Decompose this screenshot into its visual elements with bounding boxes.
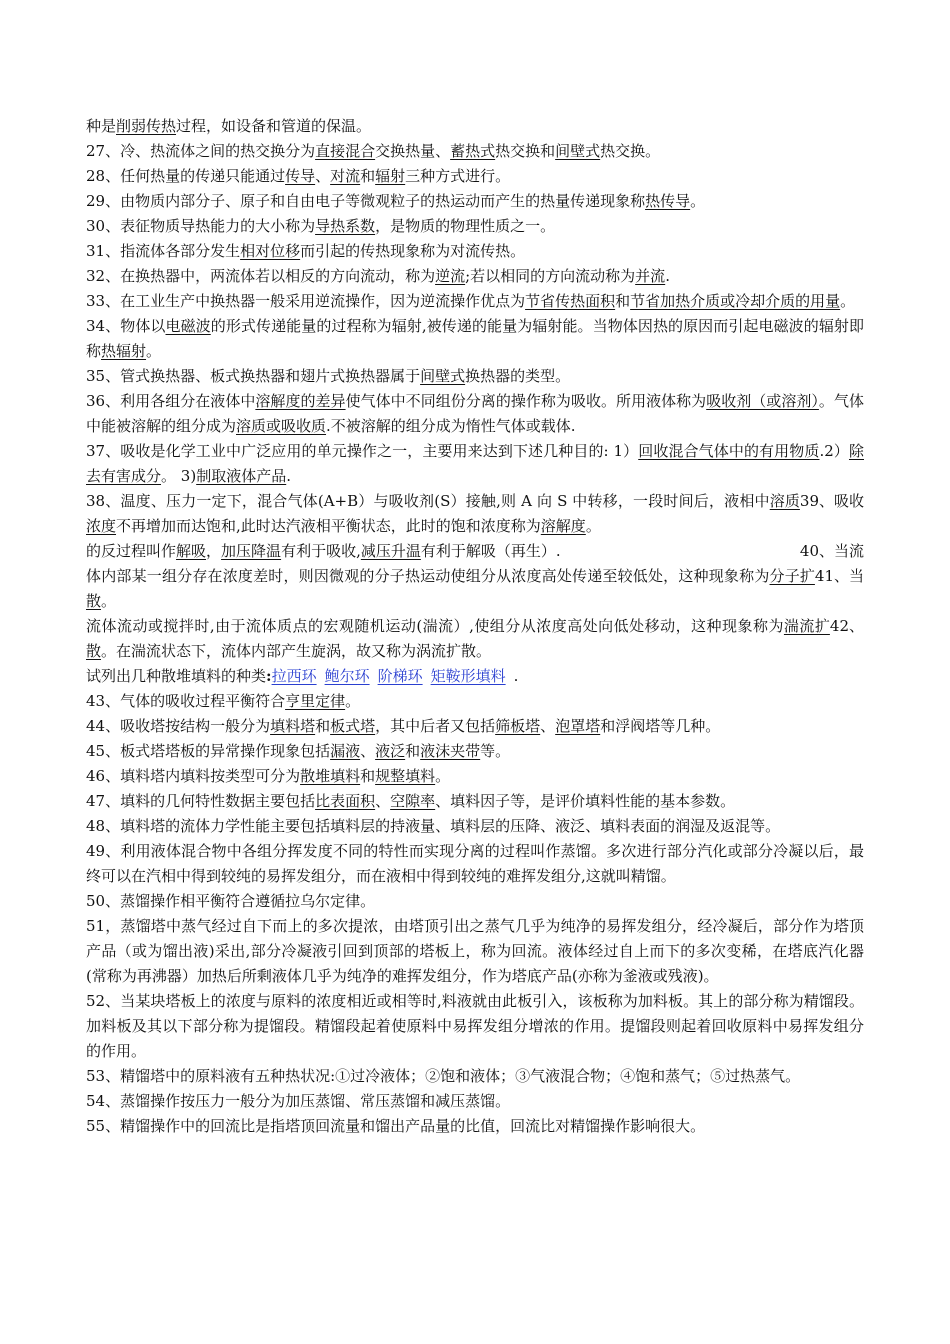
underlined-answer: 比表面积 xyxy=(315,792,376,810)
text-segment: 45、板式塔塔板的异常操作现象包括 xyxy=(86,742,331,760)
text-segment: 、 xyxy=(360,742,376,760)
text-segment: 35、管式换热器、板式换热器和翅片式换热器属于 xyxy=(86,367,421,385)
text-segment: 三种方式进行。 xyxy=(405,167,511,185)
paragraph xyxy=(86,564,864,614)
underlined-answer: 辐射 xyxy=(375,167,406,185)
underlined-answer: 传导 xyxy=(285,167,316,185)
text-segment: 34、物体以 xyxy=(86,317,166,335)
text-segment: ， xyxy=(206,542,222,560)
underlined-answer: 减压升温 xyxy=(360,542,421,560)
text-segment: 44、吸收塔按结构一般分为 xyxy=(86,717,271,735)
underlined-answer: 板式塔 xyxy=(330,717,376,735)
text-segment: 。 xyxy=(435,767,451,785)
next-item-number: 42、 xyxy=(829,617,864,635)
text-segment: 。气体中能被溶解的组分成为 xyxy=(86,392,864,435)
underlined-answer: 空隙率 xyxy=(390,792,436,810)
underlined-answer: 削弱传热 xyxy=(116,117,177,135)
paragraph xyxy=(86,1089,864,1114)
underlined-answer: 制取液体产品 xyxy=(196,467,287,485)
paragraph-body xyxy=(86,564,815,614)
text-segment: 49、利用液体混合物中各组分挥发度不同的特性而实现分离的过程叫作蒸馏。多次进行部分汽化或部分冷凝以后，最终可以在汽相中得到较纯的易挥发组分，而在液相中得到较纯的难挥发组分,这就叫精馏。 xyxy=(86,842,864,885)
underlined-answer: 间壁式 xyxy=(555,142,601,160)
text-segment: 而引起的传热现象称为对流传热。 xyxy=(300,242,526,260)
paragraph xyxy=(86,539,864,564)
paragraph xyxy=(86,1114,864,1139)
underlined-answer: 对流 xyxy=(330,167,361,185)
underlined-answer: 解吸 xyxy=(176,542,207,560)
underlined-answer: 分子扩散 xyxy=(86,567,815,610)
next-item-number: 39、吸收 xyxy=(799,492,864,510)
text-segment: 38、温度、压力一定下，混合气体(A+B）与吸收剂(S）接触,则 A 向 S 中转移，一段时间后，液相中 xyxy=(86,492,770,510)
text-segment: 流体流动或搅拌时,由于流体质点的宏观随机运动(湍流）,使组分从浓度高处向低处移动，这种现象称为 xyxy=(86,617,784,635)
text-segment: 体内部某一组分存在浓度差时，则因微观的分子热运动使组分从浓度高处传递至较低处，这种现象称为 xyxy=(86,567,770,585)
underlined-answer: 泡罩塔 xyxy=(555,717,601,735)
underlined-answer: 并流 xyxy=(635,267,666,285)
text-segment: 。在湍流状态下，流体内部产生旋涡，故又称为涡流扩散。 xyxy=(101,642,492,660)
text-segment: 使气体中不同组份分离的操作称为吸收。所用液体称为 xyxy=(345,392,707,410)
text-segment: 52、当某块塔板上的浓度与原料的浓度相近或相等时,料液就由此板引入，该板称为加料板。其上的部分称为精馏段。加料板及其以下部分称为提馏段。精馏段起着使原料中易挥发组分增浓的作用。提馏段则起着回收原料中易挥发组分的作用。 xyxy=(86,992,864,1060)
text-segment: : xyxy=(266,667,272,685)
underlined-answer: 除去有害成分 xyxy=(86,442,864,485)
text-segment: 和 xyxy=(615,292,631,310)
text-segment: 、填料因子等，是评价填料性能的基本参数。 xyxy=(435,792,736,810)
text-segment: 试列出几种散堆填料的种类 xyxy=(86,667,267,685)
paragraph xyxy=(86,1064,864,1089)
text-segment: . xyxy=(513,667,519,685)
text-segment: 36、利用各组分在液体中 xyxy=(86,392,256,410)
underlined-answer: 漏液 xyxy=(330,742,361,760)
text-segment: 46、填料塔内填料按类型可分为 xyxy=(86,767,301,785)
paragraph xyxy=(86,689,864,714)
text-segment: 、 xyxy=(375,792,391,810)
text-segment: 、 xyxy=(315,167,331,185)
paragraph xyxy=(86,889,864,914)
text-segment: . xyxy=(665,267,670,285)
paragraph xyxy=(86,164,864,189)
underlined-answer: 导热系数 xyxy=(315,217,376,235)
underlined-answer: 溶解度的差异 xyxy=(255,392,346,410)
text-segment: .不被溶解的组分成为惰性气体或载体. xyxy=(326,417,576,435)
text-segment: 32、在换热器中，两流体若以相反的方向流动，称为 xyxy=(86,267,436,285)
text-segment: 有利于吸收, xyxy=(281,542,361,560)
paragraph xyxy=(86,114,864,139)
paragraph xyxy=(86,789,864,814)
text-segment: 热交换。 xyxy=(600,142,661,160)
paragraph xyxy=(86,914,864,989)
paragraph xyxy=(86,764,864,789)
underlined-answer: 液泛 xyxy=(375,742,406,760)
underlined-answer: 热传导 xyxy=(645,192,691,210)
underlined-answer: 筛板塔 xyxy=(495,717,541,735)
underlined-answer: 逆流 xyxy=(435,267,466,285)
underlined-answer: 吸收剂（或溶剂） xyxy=(706,392,819,410)
text-segment: 有利于解吸（再生）. xyxy=(420,542,561,560)
text-segment: 交换热量、 xyxy=(375,142,451,160)
paragraph xyxy=(86,714,864,739)
text-segment: 不再增加而达饱和,此时达汽液相平衡状态，此时的饱和浓度称为 xyxy=(116,517,541,535)
underlined-answer: 热辐射 xyxy=(101,342,147,360)
document-page xyxy=(86,114,864,1139)
text-segment: 48、填料塔的流体力学性能主要包括填料层的持液量、填料层的压降、液泛、填料表面的润湿及返混等。 xyxy=(86,817,781,835)
paragraph xyxy=(86,839,864,889)
underlined-answer: 节省传热面积 xyxy=(525,292,616,310)
underlined-answer: 相对位移 xyxy=(240,242,301,260)
text-segment: 过程，如设备和管道的保温。 xyxy=(176,117,372,135)
text-segment: .2） xyxy=(819,442,849,460)
underlined-answer: 节省加热介质或冷却介质的用量 xyxy=(630,292,841,310)
paragraph xyxy=(86,364,864,389)
paragraph xyxy=(86,989,864,1064)
text-segment: 和 xyxy=(360,767,376,785)
text-segment: 50、蒸馏操作相平衡符合遵循拉乌尔定律。 xyxy=(86,892,376,910)
underlined-answer: 散堆填料 xyxy=(300,767,361,785)
text-segment: 51，蒸馏塔中蒸气经过自下而上的多次提浓，由塔顶引出之蒸气几乎为纯净的易挥发组分，经冷凝后，部分作为塔顶产品（或为馏出液)采出,部分冷凝液引回到顶部的塔板上，称为回流。液体经过自上而下的多次变稀，在塔底汽化器(常称为再沸器）加热后所剩液体几乎为纯净的难挥发组分，作为塔底产品(亦称为釜液或残液)。 xyxy=(86,917,864,985)
text-segment: 。 xyxy=(345,692,361,710)
text-segment: 。 xyxy=(585,517,601,535)
text-segment: ，是物质的物理性质之一。 xyxy=(375,217,556,235)
paragraph xyxy=(86,664,864,689)
text-segment: 和 xyxy=(315,717,331,735)
text-segment: 的反过程叫作 xyxy=(86,542,177,560)
paragraph xyxy=(86,389,864,439)
paragraph xyxy=(86,214,864,239)
text-segment: 37、吸收是化学工业中广泛应用的单元操作之一，主要用来达到下述几种目的: 1） xyxy=(86,442,639,460)
underlined-answer: 蓄热式 xyxy=(450,142,496,160)
text-segment: 和 xyxy=(405,742,421,760)
text-segment: 47、填料的几何特性数据主要包括 xyxy=(86,792,316,810)
text-segment: 等。 xyxy=(480,742,511,760)
paragraph xyxy=(86,189,864,214)
paragraph xyxy=(86,489,864,539)
hyperlink-text[interactable]: 矩鞍形填料 xyxy=(430,667,506,685)
underlined-answer: 加压降温 xyxy=(221,542,282,560)
text-segment: 和浮阀塔等几种。 xyxy=(600,717,721,735)
underlined-answer: 亨里定律 xyxy=(285,692,346,710)
text-segment: 30、表征物质导热能力的大小称为 xyxy=(86,217,316,235)
text-segment: 。 3) xyxy=(161,467,197,485)
hyperlink-text[interactable]: 阶梯环 xyxy=(377,667,423,685)
paragraph xyxy=(86,439,864,489)
paragraph xyxy=(86,139,864,164)
underlined-answer: 湍流扩散 xyxy=(86,617,830,660)
text-segment: . xyxy=(286,467,291,485)
hyperlink-text[interactable]: 鲍尔环 xyxy=(324,667,370,685)
underlined-answer: 规整填料 xyxy=(375,767,436,785)
paragraph xyxy=(86,289,864,314)
text-segment: 31、指流体各部分发生 xyxy=(86,242,241,260)
text-segment: 27、冷、热流体之间的热交换分为 xyxy=(86,142,316,160)
text-segment: 热交换和 xyxy=(495,142,556,160)
text-segment: ，其中后者又包括 xyxy=(375,717,496,735)
paragraph xyxy=(86,239,864,264)
text-segment: 。 xyxy=(146,342,162,360)
underlined-answer: 液沫夹带 xyxy=(420,742,481,760)
text-segment: 。 xyxy=(690,192,706,210)
paragraph xyxy=(86,739,864,764)
hyperlink-text[interactable]: 拉西环 xyxy=(271,667,317,685)
underlined-answer: 回收混合气体中的有用物质 xyxy=(638,442,820,460)
text-segment: 换热器的类型。 xyxy=(465,367,571,385)
text-segment: 29、由物质内部分子、原子和自由电子等微观粒子的热运动而产生的热量传递现象称 xyxy=(86,192,646,210)
text-segment: 53、精馏塔中的原料液有五种热状况:①过冷液体；②饱和液体；③气液混合物；④饱和蒸气；⑤过热蒸气。 xyxy=(86,1067,801,1085)
underlined-answer: 溶质或吸收质 xyxy=(236,417,327,435)
text-segment: 的形式传递能量的过程称为辐射,被传递的能量为辐射能。当物体因热的原因而引起电磁波的辐射即称 xyxy=(86,317,864,360)
text-segment: 。 xyxy=(840,292,856,310)
next-item-number: 41、当 xyxy=(814,567,864,585)
text-segment: 43、气体的吸收过程平衡符合 xyxy=(86,692,286,710)
text-segment: 55、精馏操作中的回流比是指塔顶回流量和馏出产品量的比值，回流比对精馏操作影响很大。 xyxy=(86,1117,706,1135)
underlined-answer: 电磁波 xyxy=(165,317,211,335)
next-item-number: 40、当流 xyxy=(799,542,864,560)
underlined-answer: 溶质浓度 xyxy=(86,492,800,535)
paragraph xyxy=(86,264,864,289)
text-segment: 。 xyxy=(101,592,117,610)
underlined-answer: 直接混合 xyxy=(315,142,376,160)
text-segment: 28、任何热量的传递只能通过 xyxy=(86,167,286,185)
paragraph xyxy=(86,614,864,664)
underlined-answer: 填料塔 xyxy=(270,717,316,735)
paragraph-body xyxy=(86,489,800,539)
text-segment: 种是 xyxy=(86,117,117,135)
text-segment: 33、在工业生产中换热器一般采用逆流操作，因为逆流操作优点为 xyxy=(86,292,526,310)
paragraph-body xyxy=(86,614,830,664)
paragraph xyxy=(86,814,864,839)
underlined-answer: 间壁式 xyxy=(420,367,466,385)
text-segment: 和 xyxy=(360,167,376,185)
underlined-answer: 溶解度 xyxy=(540,517,586,535)
paragraph-body xyxy=(86,539,561,564)
text-segment: 54、蒸馏操作按压力一般分为加压蒸馏、常压蒸馏和减压蒸馏。 xyxy=(86,1092,511,1110)
text-segment: 、 xyxy=(540,717,556,735)
paragraph xyxy=(86,314,864,364)
text-segment: ;若以相同的方向流动称为 xyxy=(465,267,636,285)
